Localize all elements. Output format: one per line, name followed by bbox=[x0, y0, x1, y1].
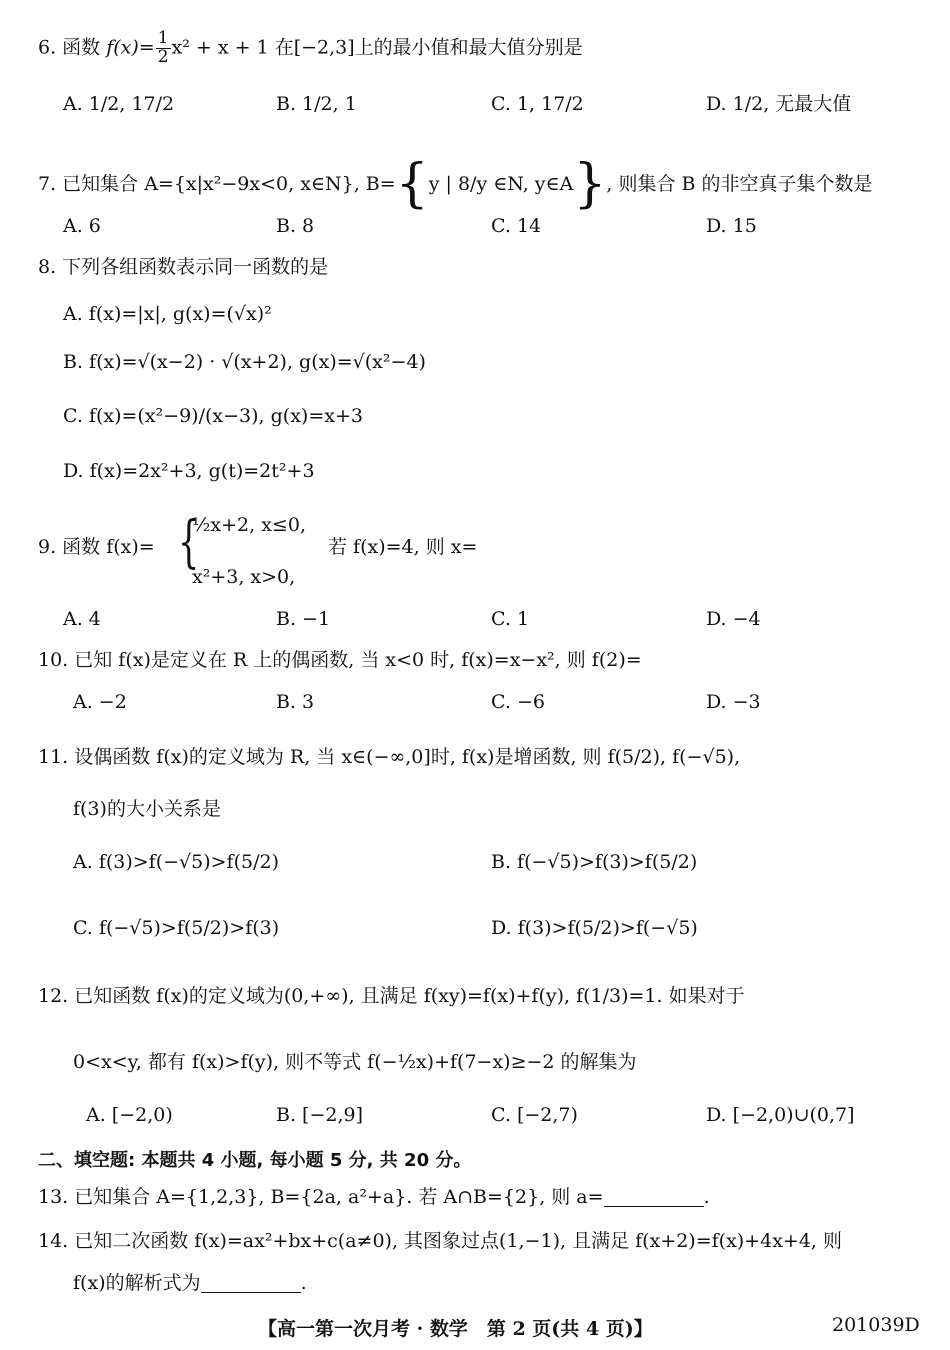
question-6-stem bbox=[38, 30, 583, 67]
q7-text-b: y | 8/y ∈N, y∈A bbox=[428, 172, 574, 195]
q11-option-d: D. f(3)>f(5/2)>f(−√5) bbox=[491, 917, 698, 939]
q6-option-c: C. 1, 17/2 bbox=[491, 93, 584, 115]
question-13-stem bbox=[38, 1188, 710, 1207]
q7-option-a: A. 6 bbox=[63, 215, 101, 237]
q9-case-1: ½x+2, x≤0, bbox=[192, 514, 306, 536]
page-footer: 【高一第一次月考 · 数学 第 2 页(共 4 页)】 bbox=[258, 1318, 653, 1340]
q9-brace: { bbox=[178, 510, 200, 575]
q13-end: . bbox=[703, 1186, 710, 1208]
q11-option-c: C. f(−√5)>f(5/2)>f(3) bbox=[73, 917, 280, 939]
q7-brace-open: { bbox=[395, 154, 429, 214]
q10-option-c: C. −6 bbox=[491, 691, 545, 713]
q6-label: 6. 函数 bbox=[38, 36, 107, 59]
question-11-stem-1: 11. 设偶函数 f(x)的定义域为 R, 当 x∈(−∞,0]时, f(x)是增函数, 则 f(5/2), f(−√5), bbox=[38, 746, 741, 768]
q7-text-a: 7. 已知集合 A={x|x²−9x<0, x∈N}, B= bbox=[38, 172, 396, 195]
q6-fraction bbox=[156, 30, 171, 67]
q9-option-a: A. 4 bbox=[63, 608, 101, 630]
question-12-stem-1: 12. 已知函数 f(x)的定义域为(0,+∞), 且满足 f(xy)=f(x)+f(y), f(1/3)=1. 如果对于 bbox=[38, 985, 745, 1007]
section-2-heading: 二、填空题: 本题共 4 小题, 每小题 5 分, 共 20 分。 bbox=[38, 1150, 472, 1171]
q10-option-b: B. 3 bbox=[276, 691, 315, 713]
q9-option-c: C. 1 bbox=[491, 608, 530, 630]
question-10-stem: 10. 已知 f(x)是定义在 R 上的偶函数, 当 x<0 时, f(x)=x−x², 则 f(2)= bbox=[38, 649, 642, 671]
q6-fx: f(x)= bbox=[106, 36, 155, 59]
question-7-stem bbox=[38, 154, 873, 214]
question-9-stem-pre: 9. 函数 f(x)= bbox=[38, 536, 155, 558]
q7-option-d: D. 15 bbox=[706, 215, 757, 237]
q12-option-a: A. [−2,0) bbox=[86, 1104, 173, 1126]
q6-frac-num: 1 bbox=[157, 28, 169, 48]
q8-option-b: B. f(x)=√(x−2) · √(x+2), g(x)=√(x²−4) bbox=[63, 351, 426, 373]
q14-end: . bbox=[300, 1272, 307, 1294]
q7-option-c: C. 14 bbox=[491, 215, 542, 237]
question-12-stem-2: 0<x<y, 都有 f(x)>f(y), 则不等式 f(−½x)+f(7−x)≥−2 的解集为 bbox=[73, 1051, 637, 1073]
q9-case-2: x²+3, x>0, bbox=[192, 566, 296, 588]
q6-option-b: B. 1/2, 1 bbox=[276, 93, 357, 115]
paper-code: 201039D bbox=[832, 1314, 920, 1336]
q13-answer-blank[interactable] bbox=[604, 1206, 704, 1207]
q6-option-d: D. 1/2, 无最大值 bbox=[706, 93, 852, 115]
q13-text: 13. 已知集合 A={1,2,3}, B={2a, a²+a}. 若 A∩B={2}, 则 a= bbox=[38, 1186, 604, 1208]
q6-frac-den: 2 bbox=[157, 46, 169, 67]
q7-option-b: B. 8 bbox=[276, 215, 315, 237]
q8-option-c: C. f(x)=(x²−9)/(x−3), g(x)=x+3 bbox=[63, 405, 363, 427]
question-14-stem-2 bbox=[73, 1274, 307, 1293]
q10-option-d: D. −3 bbox=[706, 691, 761, 713]
q14-answer-blank[interactable] bbox=[201, 1292, 301, 1293]
q9-stem-post: 若 f(x)=4, 则 x= bbox=[328, 536, 478, 558]
q14-text: f(x)的解析式为 bbox=[73, 1272, 201, 1294]
q8-option-a: A. f(x)=|x|, g(x)=(√x)² bbox=[63, 303, 272, 325]
q12-option-d: D. [−2,0)∪(0,7] bbox=[706, 1104, 855, 1126]
q9-option-b: B. −1 bbox=[276, 608, 331, 630]
q11-option-a: A. f(3)>f(−√5)>f(5/2) bbox=[73, 851, 279, 873]
q9-option-d: D. −4 bbox=[706, 608, 761, 630]
q12-option-c: C. [−2,7) bbox=[491, 1104, 578, 1126]
q7-text-c: , 则集合 B 的非空真子集个数是 bbox=[606, 172, 873, 195]
q10-option-a: A. −2 bbox=[73, 691, 127, 713]
q6-option-a: A. 1/2, 17/2 bbox=[63, 93, 175, 115]
question-11-stem-2: f(3)的大小关系是 bbox=[73, 798, 221, 820]
q11-option-b: B. f(−√5)>f(3)>f(5/2) bbox=[491, 851, 698, 873]
q12-option-b: B. [−2,9] bbox=[276, 1104, 364, 1126]
question-8-stem: 8. 下列各组函数表示同一函数的是 bbox=[38, 256, 329, 278]
question-14-stem-1: 14. 已知二次函数 f(x)=ax²+bx+c(a≠0), 其图象过点(1,−1), 且满足 f(x+2)=f(x)+4x+4, 则 bbox=[38, 1230, 843, 1252]
q7-brace-close: } bbox=[573, 154, 607, 214]
q8-option-d: D. f(x)=2x²+3, g(t)=2t²+3 bbox=[63, 460, 315, 482]
q6-text: x² + x + 1 在[−2,3]上的最小值和最大值分别是 bbox=[171, 36, 583, 59]
